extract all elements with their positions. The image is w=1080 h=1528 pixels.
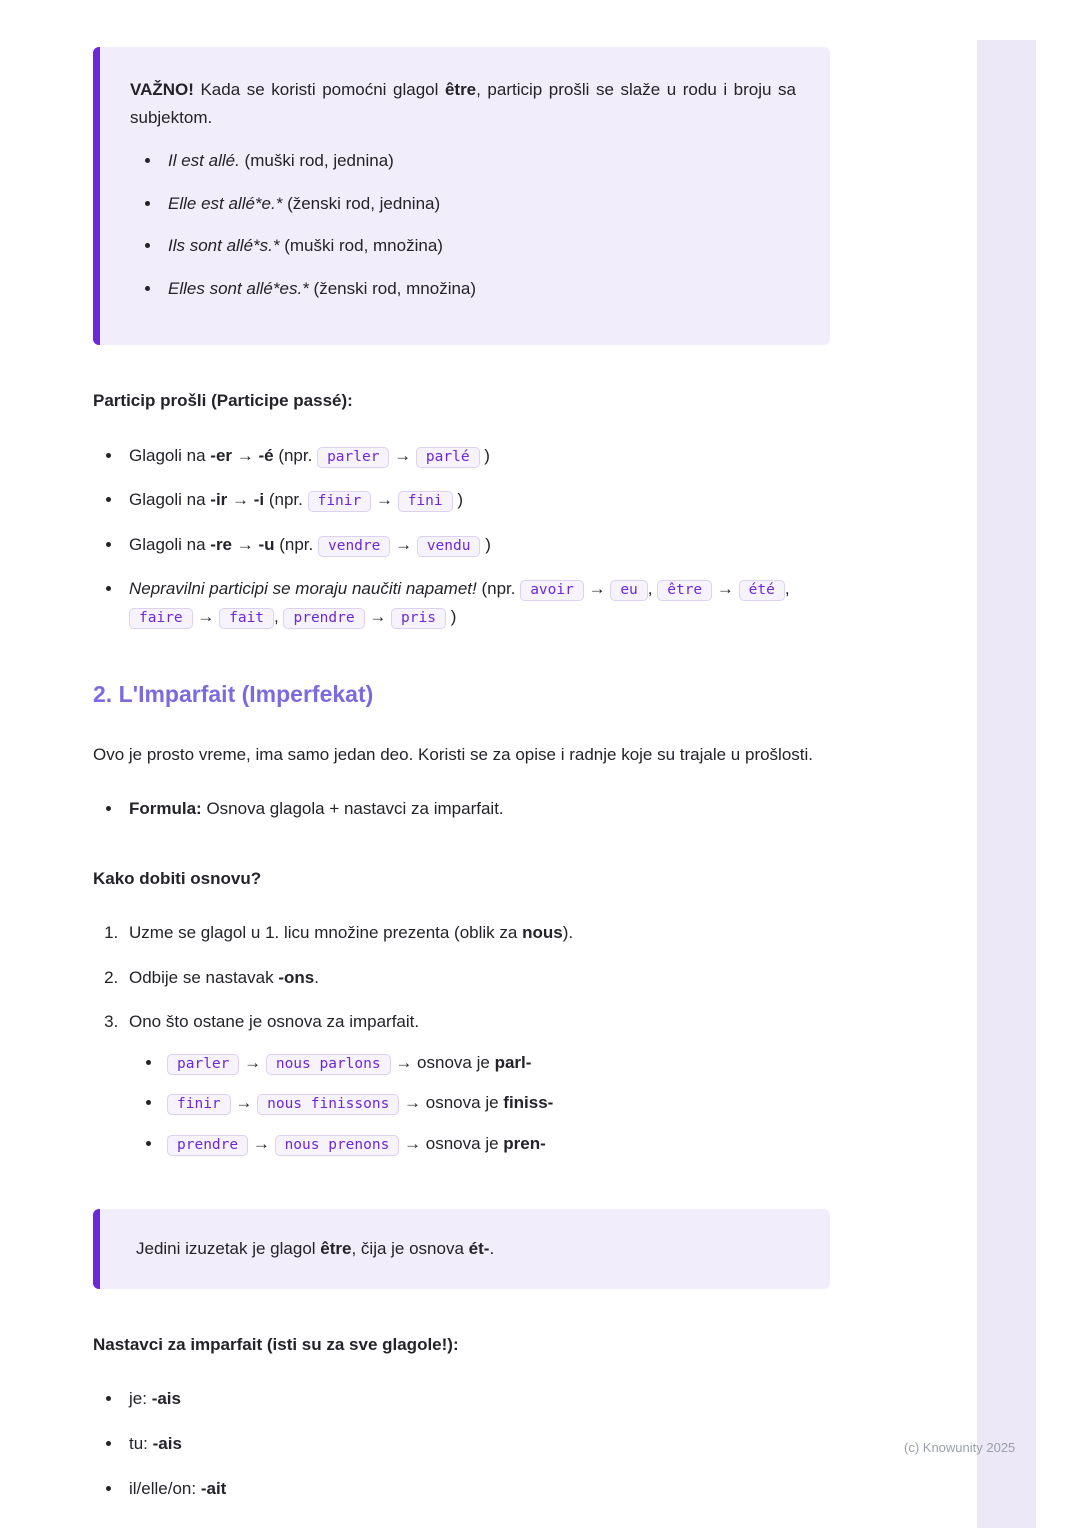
list-item: • Il est allé. (muški rod, jednina) bbox=[162, 147, 796, 175]
list-item: • tu: -ais bbox=[123, 1430, 830, 1458]
text-bold: nous bbox=[522, 923, 563, 943]
step-3-text: Ono što ostane je osnova za imparfait. bbox=[129, 1012, 420, 1032]
list-item: • finir → nous finissons → osnova je finiss- bbox=[163, 1089, 830, 1117]
endings-list bbox=[93, 1385, 830, 1502]
inline-code: finir bbox=[167, 1094, 231, 1115]
text-italic: Elle est allé*e.* bbox=[168, 193, 283, 213]
list-item: • Ils sont allé*s.* (muški rod, množina) bbox=[162, 232, 796, 260]
inline-code: prendre bbox=[283, 608, 364, 629]
text-bold: VAŽNO! bbox=[130, 80, 194, 99]
inline-code: parler bbox=[167, 1054, 239, 1075]
list-item: • parler → nous parlons → osnova je parl- bbox=[163, 1049, 830, 1077]
imparfait-section-heading: 2. L'Imparfait (Imperfekat) bbox=[93, 681, 374, 708]
stem-steps-list bbox=[93, 919, 830, 1157]
text-bold: -ais bbox=[151, 1389, 181, 1409]
inline-code: parler bbox=[317, 447, 389, 468]
inline-code: faire bbox=[129, 608, 193, 629]
text-bold: être bbox=[444, 80, 477, 99]
text-italic: Ils sont allé*s.* bbox=[168, 236, 280, 256]
inline-code: pris bbox=[391, 608, 446, 629]
text-bold: pren- bbox=[503, 1133, 546, 1153]
text-bold: -u bbox=[258, 534, 275, 554]
text-bold: parl- bbox=[494, 1052, 532, 1072]
inline-code: vendre bbox=[318, 536, 390, 557]
inline-code: fini bbox=[398, 491, 453, 512]
text-bold: -ir bbox=[210, 490, 228, 510]
text-bold: finiss- bbox=[503, 1093, 554, 1113]
list-item: • Elle est allé*e.* (ženski rod, jednina) bbox=[162, 190, 796, 218]
text-bold: être bbox=[320, 1239, 352, 1259]
copyright-watermark: (c) Knowunity 2025 bbox=[904, 1440, 1016, 1455]
text-bold: -ait bbox=[200, 1478, 227, 1498]
inline-code: nous parlons bbox=[266, 1054, 391, 1075]
participle-rules-list bbox=[93, 442, 830, 631]
text-bold: -i bbox=[253, 490, 265, 510]
exception-callout bbox=[93, 1209, 830, 1289]
how-to-get-stem-heading: Kako dobiti osnovu? bbox=[93, 868, 262, 888]
text-bold: -ons bbox=[278, 967, 315, 987]
list-item: • Glagoli na -er → -é (npr. parler → parlé ) bbox=[123, 442, 830, 470]
inline-code: finir bbox=[308, 491, 372, 512]
list-item: • Elles sont allé*es.* (ženski rod, množina) bbox=[162, 275, 796, 303]
text-bold: -re bbox=[210, 534, 233, 554]
list-item: 1. Uzme se glagol u 1. licu množine prezenta (oblik za nous). bbox=[123, 919, 830, 947]
formula-list bbox=[93, 795, 830, 823]
list-item: • Glagoli na -ir → -i (npr. finir → fini ) bbox=[123, 486, 830, 514]
stem-examples-list bbox=[129, 1049, 830, 1158]
exception-text: Jedini izuzetak je glagol être, čija je osnova ét-. bbox=[136, 1239, 495, 1259]
list-item: • Glagoli na -re → -u (npr. vendre → vendu ) bbox=[123, 531, 830, 559]
text-bold: -é bbox=[258, 445, 274, 465]
text-italic: Nepravilni participi se moraju naučiti napamet! bbox=[129, 579, 477, 599]
list-item: • il/elle/on: -ait bbox=[123, 1475, 830, 1503]
inline-code: eu bbox=[610, 580, 647, 601]
page-margin-strip bbox=[977, 40, 1036, 1528]
inline-code: avoir bbox=[520, 580, 584, 601]
inline-code: vendu bbox=[417, 536, 481, 557]
text-italic: Il est allé. bbox=[168, 151, 240, 171]
inline-code: fait bbox=[219, 608, 274, 629]
inline-code: nous prenons bbox=[275, 1135, 400, 1156]
list-item: • je: -ais bbox=[123, 1385, 830, 1413]
participle-heading: Particip prošli (Participe passé): bbox=[93, 391, 353, 411]
list-item: • prendre → nous prenons → osnova je pren- bbox=[163, 1130, 830, 1158]
text-bold: -er bbox=[210, 445, 233, 465]
inline-code: parlé bbox=[416, 447, 480, 468]
text-bold: Formula: bbox=[129, 799, 202, 819]
text-bold: -ais bbox=[152, 1434, 182, 1453]
callout-intro-text: VAŽNO! Kada se koristi pomoćni glagol être, particip prošli se slaže u rodu i broju sa subjektom. bbox=[130, 80, 796, 127]
inline-code: être bbox=[657, 580, 712, 601]
imparfait-description: Ovo je prosto vreme, ima samo jedan deo. Koristi se za opise i radnje koje su trajale u prošlosti. bbox=[93, 744, 814, 764]
inline-code: prendre bbox=[167, 1135, 248, 1156]
callout-example-list bbox=[130, 147, 796, 302]
list-item: • Nepravilni participi se moraju naučiti napamet! (npr. avoir → eu , être → été , faire → fait , prendre → pris ) bbox=[123, 575, 830, 630]
text-italic: Elles sont allé*es.* bbox=[168, 278, 309, 298]
important-callout bbox=[93, 47, 830, 345]
list-item: 2. Odbije se nastavak -ons. bbox=[123, 964, 830, 992]
list-item bbox=[123, 1008, 830, 1157]
endings-heading: Nastavci za imparfait (isti su za sve glagole!): bbox=[93, 1334, 459, 1354]
text-bold: ét- bbox=[468, 1239, 490, 1259]
inline-code: nous finissons bbox=[257, 1094, 399, 1115]
inline-code: été bbox=[739, 580, 785, 601]
content-column bbox=[93, 47, 830, 1519]
list-item: • Formula: Osnova glagola + nastavci za imparfait. bbox=[123, 795, 830, 823]
